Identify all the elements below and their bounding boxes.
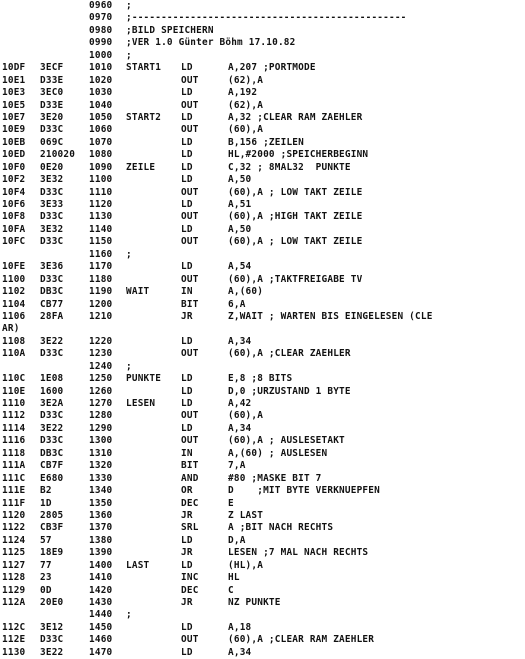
- operands: A,(60): [228, 286, 264, 298]
- listing-line: [0, 585, 525, 597]
- address: 10E5: [2, 99, 26, 111]
- address: 10E9: [2, 124, 26, 136]
- line-number: 1470: [89, 646, 113, 658]
- operands: A,50: [228, 223, 252, 235]
- comment: ;BILD SPEICHERN: [126, 24, 214, 36]
- operands: (60),A ; LOW TAKT ZEILE: [228, 186, 363, 198]
- opcode: LD: [181, 646, 193, 658]
- operands: A,34: [228, 646, 252, 658]
- line-number: 1260: [89, 385, 113, 397]
- machine-code: 1600: [40, 385, 64, 397]
- listing-line: [0, 622, 525, 634]
- machine-code: 3E2A: [40, 398, 64, 409]
- machine-code: 3E33: [40, 199, 64, 210]
- address: 1104: [2, 298, 26, 310]
- operands: A ;BIT NACH RECHTS: [228, 522, 334, 534]
- operands: A,42: [228, 398, 252, 409]
- listing-line: [0, 485, 525, 497]
- operands: A,51: [228, 199, 252, 210]
- machine-code: 77: [40, 559, 52, 571]
- continuation: AR): [2, 323, 20, 335]
- listing-line: [0, 647, 525, 659]
- operands: A,207 ;PORTMODE: [228, 62, 316, 74]
- listing-line: [0, 498, 525, 510]
- listing-line: [0, 448, 525, 460]
- machine-code: 0D: [40, 584, 52, 596]
- comment: ;VER 1.0 Günter Böhm 17.10.82: [126, 37, 296, 49]
- line-number: 1420: [89, 584, 113, 596]
- line-number: 0960: [89, 0, 113, 11]
- line-number: 1180: [89, 273, 113, 285]
- opcode: OUT: [181, 273, 199, 285]
- machine-code: 3E22: [40, 646, 64, 658]
- listing-line: [0, 361, 525, 373]
- listing-line: [0, 311, 525, 323]
- address: 1108: [2, 335, 26, 347]
- address: 1112: [2, 410, 26, 422]
- listing-line: [0, 187, 525, 199]
- address: 10DF: [2, 62, 26, 74]
- machine-code: 3E20: [40, 111, 64, 123]
- label: START2: [126, 111, 162, 123]
- address: 112E: [2, 634, 26, 646]
- address: 10FC: [2, 236, 26, 248]
- operands: HL: [228, 572, 240, 584]
- opcode: OUT: [181, 211, 199, 223]
- machine-code: 1E08: [40, 373, 64, 385]
- operands: (60),A: [228, 124, 264, 136]
- line-number: 1410: [89, 572, 113, 584]
- opcode: LD: [181, 373, 193, 385]
- listing-line: [0, 211, 525, 223]
- listing-line: [0, 87, 525, 99]
- comment: ;: [126, 609, 132, 621]
- machine-code: 069C: [40, 136, 64, 148]
- machine-code: DB3C: [40, 447, 64, 459]
- operands: A,34: [228, 422, 252, 434]
- listing-line: [0, 323, 525, 335]
- label: START1: [126, 62, 162, 74]
- address: 1128: [2, 572, 26, 584]
- address: 1129: [2, 584, 26, 596]
- listing-line: [0, 137, 525, 149]
- line-number: 1010: [89, 62, 113, 74]
- address: 112A: [2, 597, 26, 608]
- machine-code: D33C: [40, 124, 64, 136]
- address: 1130: [2, 646, 26, 658]
- address: 10EB: [2, 136, 26, 148]
- operands: A,32 ;CLEAR RAM ZAEHLER: [228, 111, 363, 123]
- opcode: JR: [181, 597, 193, 608]
- opcode: DEC: [181, 584, 199, 596]
- opcode: OUT: [181, 410, 199, 422]
- operands: (60),A ;TAKTFREIGABE TV: [228, 273, 363, 285]
- operands: A,(60) ; AUSLESEN: [228, 447, 328, 459]
- address: 1114: [2, 422, 26, 434]
- label: LESEN: [126, 398, 156, 409]
- opcode: OUT: [181, 74, 199, 86]
- machine-code: B2: [40, 485, 52, 497]
- line-number: 1460: [89, 634, 113, 646]
- line-number: 1380: [89, 534, 113, 546]
- address: 10FE: [2, 261, 26, 273]
- listing-line: [0, 286, 525, 298]
- line-number: 1020: [89, 74, 113, 86]
- machine-code: 20E0: [40, 597, 64, 608]
- operands: #80 ;MASKE BIT 7: [228, 472, 322, 484]
- address: 10ED: [2, 149, 26, 161]
- listing-line: [0, 249, 525, 261]
- machine-code: E680: [40, 472, 64, 484]
- listing-line: [0, 386, 525, 398]
- line-number: 1000: [89, 49, 113, 61]
- listing-line: [0, 0, 525, 12]
- machine-code: D33E: [40, 74, 64, 86]
- listing-line: [0, 299, 525, 311]
- machine-code: 28FA: [40, 310, 64, 322]
- machine-code: CB77: [40, 298, 64, 310]
- listing-line: [0, 522, 525, 534]
- address: 10F8: [2, 211, 26, 223]
- address: 1124: [2, 534, 26, 546]
- machine-code: D33C: [40, 236, 64, 248]
- line-number: 1390: [89, 547, 113, 559]
- address: 111F: [2, 497, 26, 509]
- machine-code: 3E32: [40, 223, 64, 235]
- line-number: 1070: [89, 136, 113, 148]
- operands: (62),A: [228, 74, 264, 86]
- opcode: DEC: [181, 497, 199, 509]
- listing-line: [0, 473, 525, 485]
- operands: A,50: [228, 174, 252, 186]
- listing-line: [0, 274, 525, 286]
- machine-code: 23: [40, 572, 52, 584]
- line-number: 1230: [89, 348, 113, 360]
- machine-code: 57: [40, 534, 52, 546]
- address: 1106: [2, 310, 26, 322]
- opcode: BIT: [181, 460, 199, 472]
- listing-line: [0, 547, 525, 559]
- operands: (60),A ;CLEAR RAM ZAEHLER: [228, 634, 375, 646]
- listing-line: [0, 174, 525, 186]
- opcode: LD: [181, 174, 193, 186]
- operands: C,32 ; 8MAL32 PUNKTE: [228, 161, 351, 173]
- listing-line: [0, 162, 525, 174]
- address: 1110: [2, 398, 26, 409]
- operands: (60),A ;HIGH TAKT ZEILE: [228, 211, 363, 223]
- line-number: 0970: [89, 12, 113, 24]
- operands: A,18: [228, 621, 252, 633]
- address: 10F2: [2, 174, 26, 186]
- address: 10F0: [2, 161, 26, 173]
- address: 10FA: [2, 223, 26, 235]
- opcode: JR: [181, 547, 193, 559]
- opcode: JR: [181, 509, 193, 521]
- line-number: 0990: [89, 37, 113, 49]
- address: 10E7: [2, 111, 26, 123]
- line-number: 1400: [89, 559, 113, 571]
- machine-code: 3E36: [40, 261, 64, 273]
- line-number: 1050: [89, 111, 113, 123]
- machine-code: D33C: [40, 435, 64, 447]
- operands: 7,A: [228, 460, 246, 472]
- machine-code: D33C: [40, 273, 64, 285]
- operands: D,A: [228, 534, 246, 546]
- operands: (60),A ; AUSLESETAKT: [228, 435, 345, 447]
- listing-line: [0, 236, 525, 248]
- machine-code: D33C: [40, 211, 64, 223]
- opcode: OUT: [181, 99, 199, 111]
- operands: D,0 ;URZUSTAND 1 BYTE: [228, 385, 351, 397]
- listing-line: [0, 149, 525, 161]
- opcode: LD: [181, 335, 193, 347]
- opcode: LD: [181, 534, 193, 546]
- line-number: 1140: [89, 223, 113, 235]
- opcode: LD: [181, 161, 193, 173]
- line-number: 1200: [89, 298, 113, 310]
- opcode: LD: [181, 261, 193, 273]
- address: 112C: [2, 621, 26, 633]
- line-number: 1030: [89, 87, 113, 99]
- opcode: OUT: [181, 236, 199, 248]
- listing-line: [0, 100, 525, 112]
- line-number: 1040: [89, 99, 113, 111]
- operands: Z,WAIT ; WARTEN BIS EINGELESEN (CLE: [228, 310, 433, 322]
- line-number: 1440: [89, 609, 113, 621]
- line-number: 1120: [89, 199, 113, 210]
- operands: D ;MIT BYTE VERKNUEPFEN: [228, 485, 380, 497]
- listing-line: [0, 37, 525, 49]
- machine-code: D33C: [40, 348, 64, 360]
- opcode: LD: [181, 136, 193, 148]
- machine-code: 3ECF: [40, 62, 64, 74]
- address: 111E: [2, 485, 26, 497]
- opcode: LD: [181, 223, 193, 235]
- listing-line: [0, 373, 525, 385]
- line-number: 1320: [89, 460, 113, 472]
- line-number: 1130: [89, 211, 113, 223]
- machine-code: D33E: [40, 99, 64, 111]
- listing-line: [0, 410, 525, 422]
- listing-line: [0, 124, 525, 136]
- address: 110E: [2, 385, 26, 397]
- opcode: LD: [181, 111, 193, 123]
- operands: LESEN ;7 MAL NACH RECHTS: [228, 547, 369, 559]
- machine-code: 210020: [40, 149, 76, 161]
- opcode: OUT: [181, 634, 199, 646]
- operands: (60),A: [228, 410, 264, 422]
- listing-line: [0, 572, 525, 584]
- listing-line: [0, 510, 525, 522]
- operands: NZ PUNKTE: [228, 597, 281, 608]
- line-number: 1290: [89, 422, 113, 434]
- label: LAST: [126, 559, 150, 571]
- listing-line: [0, 25, 525, 37]
- address: 10F4: [2, 186, 26, 198]
- line-number: 1330: [89, 472, 113, 484]
- line-number: 1060: [89, 124, 113, 136]
- machine-code: D33C: [40, 634, 64, 646]
- machine-code: CB7F: [40, 460, 64, 472]
- operands: A,34: [228, 335, 252, 347]
- line-number: 1360: [89, 509, 113, 521]
- label: WAIT: [126, 286, 150, 298]
- opcode: LD: [181, 87, 193, 99]
- line-number: 1340: [89, 485, 113, 497]
- opcode: SRL: [181, 522, 199, 534]
- opcode: LD: [181, 149, 193, 161]
- operands: B,156 ;ZEILEN: [228, 136, 304, 148]
- address: 1127: [2, 559, 26, 571]
- line-number: 1370: [89, 522, 113, 534]
- line-number: 1430: [89, 597, 113, 608]
- machine-code: 2805: [40, 509, 64, 521]
- machine-code: CB3F: [40, 522, 64, 534]
- address: 1118: [2, 447, 26, 459]
- address: 111C: [2, 472, 26, 484]
- machine-code: 18E9: [40, 547, 64, 559]
- line-number: 1310: [89, 447, 113, 459]
- machine-code: 3E12: [40, 621, 64, 633]
- listing-line: [0, 597, 525, 609]
- opcode: LD: [181, 422, 193, 434]
- line-number: 1270: [89, 398, 113, 409]
- listing-line: [0, 75, 525, 87]
- listing-line: [0, 398, 525, 410]
- label: PUNKTE: [126, 373, 162, 385]
- opcode: LD: [181, 559, 193, 571]
- opcode: OUT: [181, 186, 199, 198]
- opcode: IN: [181, 447, 193, 459]
- opcode: LD: [181, 621, 193, 633]
- line-number: 1080: [89, 149, 113, 161]
- opcode: OUT: [181, 124, 199, 136]
- listing-line: [0, 348, 525, 360]
- comment: ;: [126, 0, 132, 11]
- machine-code: D33C: [40, 410, 64, 422]
- machine-code: DB3C: [40, 286, 64, 298]
- operands: C: [228, 584, 234, 596]
- line-number: 1170: [89, 261, 113, 273]
- line-number: 1150: [89, 236, 113, 248]
- line-number: 1100: [89, 174, 113, 186]
- address: 1116: [2, 435, 26, 447]
- address: 1122: [2, 522, 26, 534]
- machine-code: 3E22: [40, 335, 64, 347]
- listing-line: [0, 12, 525, 24]
- address: 1100: [2, 273, 26, 285]
- line-number: 0980: [89, 24, 113, 36]
- listing-line: [0, 435, 525, 447]
- line-number: 1110: [89, 186, 113, 198]
- address: 1102: [2, 286, 26, 298]
- opcode: JR: [181, 310, 193, 322]
- line-number: 1280: [89, 410, 113, 422]
- listing-line: [0, 634, 525, 646]
- line-number: 1250: [89, 373, 113, 385]
- address: 110A: [2, 348, 26, 360]
- listing-line: [0, 112, 525, 124]
- operands: E,8 ;8 BITS: [228, 373, 293, 385]
- line-number: 1210: [89, 310, 113, 322]
- address: 110C: [2, 373, 26, 385]
- address: 1120: [2, 509, 26, 521]
- label: ZEILE: [126, 161, 156, 173]
- opcode: OUT: [181, 348, 199, 360]
- opcode: LD: [181, 62, 193, 74]
- listing-line: [0, 609, 525, 621]
- listing-line: [0, 535, 525, 547]
- listing-line: [0, 62, 525, 74]
- operands: A,54: [228, 261, 252, 273]
- operands: E: [228, 497, 234, 509]
- listing-line: [0, 560, 525, 572]
- address: 10F6: [2, 199, 26, 210]
- machine-code: D33C: [40, 186, 64, 198]
- machine-code: 0E20: [40, 161, 64, 173]
- listing-line: [0, 199, 525, 211]
- opcode: LD: [181, 385, 193, 397]
- comment: ;: [126, 49, 132, 61]
- address: 10E3: [2, 87, 26, 99]
- line-number: 1350: [89, 497, 113, 509]
- operands: A,192: [228, 87, 258, 99]
- machine-code: 1D: [40, 497, 52, 509]
- machine-code: 3E32: [40, 174, 64, 186]
- line-number: 1160: [89, 248, 113, 260]
- operands: HL,#2000 ;SPEICHERBEGINN: [228, 149, 369, 161]
- listing-line: [0, 261, 525, 273]
- opcode: OUT: [181, 435, 199, 447]
- line-number: 1220: [89, 335, 113, 347]
- opcode: AND: [181, 472, 199, 484]
- line-number: 1240: [89, 360, 113, 372]
- operands: Z LAST: [228, 509, 264, 521]
- listing-line: [0, 336, 525, 348]
- operands: (60),A ; LOW TAKT ZEILE: [228, 236, 363, 248]
- listing-line: [0, 50, 525, 62]
- line-number: 1190: [89, 286, 113, 298]
- line-number: 1090: [89, 161, 113, 173]
- listing-line: [0, 460, 525, 472]
- comment: ;: [126, 248, 132, 260]
- opcode: INC: [181, 572, 199, 584]
- opcode: IN: [181, 286, 193, 298]
- machine-code: 3E22: [40, 422, 64, 434]
- comment: ;-----------------------------------------------: [126, 12, 407, 24]
- line-number: 1450: [89, 621, 113, 633]
- operands: (60),A ;CLEAR ZAEHLER: [228, 348, 351, 360]
- line-number: 1300: [89, 435, 113, 447]
- machine-code: 3EC0: [40, 87, 64, 99]
- address: 1125: [2, 547, 26, 559]
- opcode: BIT: [181, 298, 199, 310]
- opcode: LD: [181, 199, 193, 210]
- operands: 6,A: [228, 298, 246, 310]
- comment: ;: [126, 360, 132, 372]
- listing-line: [0, 423, 525, 435]
- operands: (HL),A: [228, 559, 264, 571]
- operands: (62),A: [228, 99, 264, 111]
- listing-line: [0, 224, 525, 236]
- address: 10E1: [2, 74, 26, 86]
- opcode: LD: [181, 398, 193, 409]
- address: 111A: [2, 460, 26, 472]
- opcode: OR: [181, 485, 193, 497]
